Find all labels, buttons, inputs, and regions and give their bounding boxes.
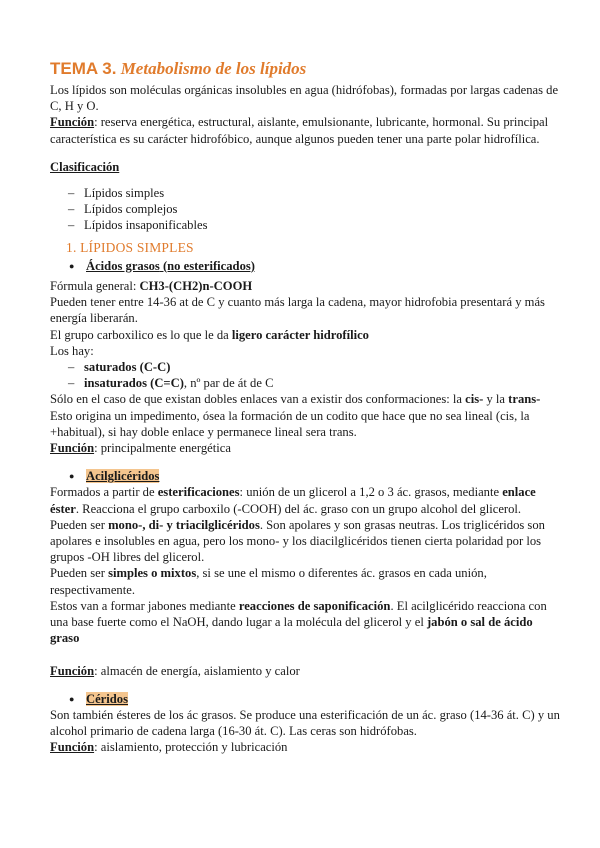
text-bold: enlace éster <box>50 485 536 516</box>
formula-line <box>50 278 560 294</box>
text-run: : unión de un glicerol a 1,2 o 3 ác. grasos, mediante <box>239 485 503 500</box>
text-bold: simples o mixtos <box>108 566 197 581</box>
text-bold: reacciones de saponificación <box>238 598 391 613</box>
list-item <box>50 359 560 375</box>
funcion-label: Función <box>50 441 95 456</box>
p4-mid: y la <box>483 392 509 407</box>
acilgliceridos-p2 <box>50 565 560 597</box>
acilgliceridos-heading <box>50 468 560 484</box>
ceridos-funcion <box>50 739 560 755</box>
acidos-grasos-title: Ácidos grasos <box>86 258 160 273</box>
acidos-p2-bold: ligero carácter hidrofílico <box>231 327 369 342</box>
acilgliceridos-p3 <box>50 598 560 647</box>
p4-prefix: Sólo en el caso de que existan dobles enlaces van a existir dos conformaciones: la <box>50 392 466 407</box>
acidos-grasos-suffix: (no esterificados) <box>159 258 255 273</box>
text-bold: esterificaciones <box>157 485 240 500</box>
tipos-list <box>50 359 560 391</box>
list-item <box>50 375 560 391</box>
funcion-label: Función <box>50 740 95 755</box>
clasificacion-list <box>50 185 560 234</box>
acidos-grasos-heading <box>50 258 560 274</box>
intro-paragraph: Los lípidos son moléculas orgánicas insolubles en agua (hidrófobas), formadas por largas cadenas de C, H y O. <box>50 83 559 114</box>
ceridos-heading <box>50 691 560 707</box>
acidos-p4 <box>50 391 560 407</box>
intro-funcion <box>50 114 560 146</box>
acilgliceridos-funcion <box>50 663 560 679</box>
clasificacion-heading: Clasificación <box>50 159 120 174</box>
tipo-rest: , nº par de át de C <box>183 376 274 391</box>
tipo-bold: saturados (C-C) <box>84 360 171 375</box>
text-run: . El acilglicérido reacciona con una base fuerte como el NaOH, dando lugar a la molécula del glicerol y el <box>50 598 547 630</box>
text-run: Estos van a formar jabones mediante <box>50 598 239 613</box>
title-tema: TEMA 3. <box>50 59 117 78</box>
page-title <box>50 58 560 80</box>
funcion-text: : almacén de energía, aislamiento y calor <box>94 663 300 678</box>
funcion-label: Función <box>50 115 95 130</box>
acilgliceridos-title: Acilglicéridos <box>86 469 160 484</box>
document-page <box>50 58 560 756</box>
list-item: – Lípidos complejos <box>50 201 560 217</box>
text-bold: mono-, di- y triacilglicéridos <box>108 517 260 532</box>
text-bold: jabón o sal de ácido graso <box>50 615 533 646</box>
acidos-p3: Los hay: <box>50 343 94 358</box>
tipo-bold: insaturados (C=C) <box>84 376 184 391</box>
p4-trans: trans- <box>508 392 541 407</box>
list-item: – Lípidos insaponificables <box>50 217 560 233</box>
funcion-text: : reserva energética, estructural, aislante, emulsionante, lubricante, hormonal. Su principal característica es su carácter hidrofóbico, aunque algunos pueden tener una parte polar hidrofílica. <box>50 115 549 146</box>
text-run: Formados a partir de <box>50 485 158 500</box>
funcion-text: : aislamiento, protección y lubricación <box>94 740 288 755</box>
title-subtitle: Metabolismo de los lípidos <box>120 59 307 78</box>
text-run: , si se une el mismo o diferentes ác. grasos en cada unión, respectivamente. <box>50 566 487 597</box>
text-run: . Son apolares y son grasas neutras. Los triglicéridos son apolares e insolubles en agua, pero los mono- y los diacilglicéridos tienen cierta polaridad por los grupos -OH libres del glicerol. <box>50 517 545 565</box>
ceridos-title: Céridos <box>86 691 128 706</box>
text-run: Pueden ser <box>50 566 109 581</box>
formula-prefix: Fórmula general: <box>50 279 140 294</box>
text-run: . Reacciona el grupo carboxilo (-COOH) del ác. graso con un grupo alcohol del glicerol. Pueden ser <box>50 501 522 532</box>
list-item: – Lípidos simples <box>50 185 560 201</box>
acidos-p1: Pueden tener entre 14-36 at de C y cuanto más larga la cadena, mayor hidrofobia presentará y más energía liberarán. <box>50 295 545 326</box>
ceridos-paragraph: Son también ésteres de los ác grasos. Se produce una esterificación de un ác. graso (14-36 át. C) y un alcohol primario de cadena larga (16-30 át. C). Las ceras son hidrófobas. <box>50 707 560 739</box>
acilgliceridos-p1 <box>50 484 560 565</box>
acidos-p2-prefix: El grupo carboxilico es lo que le da <box>50 327 232 342</box>
funcion-text: : principalmente energética <box>94 441 231 456</box>
acidos-p5: Esto origina un impedimento, ósea la formación de un codito que hace que no sea lineal (cis, la +habitual), si hay doble enlace y permanece lineal sera trans. <box>50 408 530 439</box>
funcion-label: Función <box>50 663 95 678</box>
acidos-p2 <box>50 327 560 343</box>
section-heading-lipidos-simples: 1. LÍPIDOS SIMPLES <box>66 239 194 255</box>
acidos-funcion <box>50 440 560 456</box>
p4-cis: cis- <box>465 392 484 407</box>
formula: CH3-(CH2)n-COOH <box>139 279 253 294</box>
